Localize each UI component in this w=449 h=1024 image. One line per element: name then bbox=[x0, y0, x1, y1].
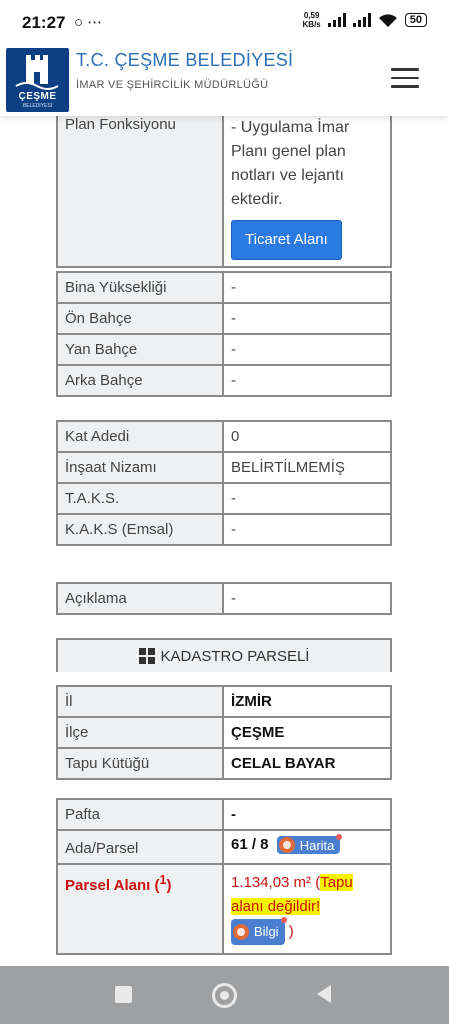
table-row: Bina Yüksekliği - bbox=[58, 273, 390, 304]
page-title[interactable]: T.C. ÇEŞME BELEDİYESİ bbox=[76, 50, 294, 70]
table-row: Ön Bahçe - bbox=[58, 304, 390, 335]
menu-icon[interactable] bbox=[391, 68, 419, 88]
plan-value: - Uygulama İmar Planı genel plan notları ve lejantı ektedir. Ticaret Alanı bbox=[224, 100, 390, 266]
network-speed: 0,59 KB/s bbox=[302, 11, 321, 29]
parsel-alani-value: 1.134,03 m² (Tapu alanı değildir! Bilgi ) bbox=[224, 865, 390, 953]
bilgi-button[interactable]: Bilgi bbox=[231, 919, 285, 945]
kadastro-title: KADASTRO PARSELİ bbox=[160, 647, 310, 665]
globe-icon bbox=[279, 837, 295, 853]
status-bar bbox=[0, 0, 449, 44]
kadastro-location-table bbox=[56, 685, 392, 780]
note-table bbox=[56, 582, 392, 615]
table-row: Pafta - bbox=[58, 800, 390, 831]
back-icon[interactable] bbox=[317, 985, 331, 1003]
table-row: Açıklama - bbox=[58, 584, 390, 613]
table-row: K.A.K.S (Emsal) - bbox=[58, 515, 390, 544]
table-row: İnşaat Nizamı BELİRTİLMEMİŞ bbox=[58, 453, 390, 484]
table-row: T.A.K.S. - bbox=[58, 484, 390, 515]
notification-icons: ○ ⋯ bbox=[74, 14, 103, 31]
globe-icon bbox=[233, 924, 249, 940]
table-row: Ada/Parsel 61 / 8 Harita bbox=[58, 831, 390, 865]
logo-sub: BELEDİYESİ bbox=[22, 103, 53, 109]
notification-dot bbox=[281, 917, 287, 923]
signal-icon-2 bbox=[353, 13, 371, 27]
table-row: Arka Bahçe - bbox=[58, 366, 390, 395]
grid-icon bbox=[139, 648, 155, 664]
kadastro-parcel-table bbox=[56, 798, 392, 955]
parsel-alani-label: Parsel Alanı ($^1$) bbox=[58, 865, 224, 953]
wifi-icon bbox=[378, 13, 398, 28]
ticaret-alani-button[interactable]: Ticaret Alanı bbox=[231, 220, 342, 260]
logo-name: ÇEŞME bbox=[18, 91, 57, 102]
harita-button[interactable]: Harita bbox=[277, 836, 341, 854]
castle-icon bbox=[6, 52, 69, 92]
home-icon[interactable] bbox=[212, 983, 237, 1008]
table-row: İl İZMİR bbox=[58, 687, 390, 718]
system-nav-bar bbox=[0, 966, 449, 1024]
ada-parsel-value: 61 / 8 bbox=[231, 836, 269, 853]
table-row: Tapu Kütüğü CELAL BAYAR bbox=[58, 749, 390, 778]
recents-icon[interactable] bbox=[115, 986, 132, 1003]
table-row: Yan Bahçe - bbox=[58, 335, 390, 366]
building-table bbox=[56, 420, 392, 546]
status-time: 21:27 bbox=[22, 13, 66, 32]
status-right bbox=[303, 11, 427, 29]
setback-table bbox=[56, 271, 392, 397]
plan-table bbox=[56, 98, 392, 268]
table-row: İlçe ÇEŞME bbox=[58, 718, 390, 749]
table-row bbox=[58, 865, 390, 953]
notification-dot bbox=[336, 834, 342, 840]
page-subtitle: İMAR VE ŞEHİRCİLİK MÜDÜRLÜĞÜ bbox=[76, 79, 269, 91]
signal-icon bbox=[328, 13, 346, 27]
table-row: Kat Adedi 0 bbox=[58, 422, 390, 453]
app-header bbox=[0, 44, 449, 116]
municipality-logo[interactable] bbox=[6, 48, 69, 112]
battery-icon: 50 bbox=[405, 13, 427, 27]
kadastro-section-header bbox=[56, 638, 392, 672]
tapu-warning: Tapu alanı değildir! bbox=[231, 874, 353, 915]
table-row bbox=[58, 100, 390, 266]
plan-label: Plan Fonksiyonu bbox=[58, 100, 224, 266]
